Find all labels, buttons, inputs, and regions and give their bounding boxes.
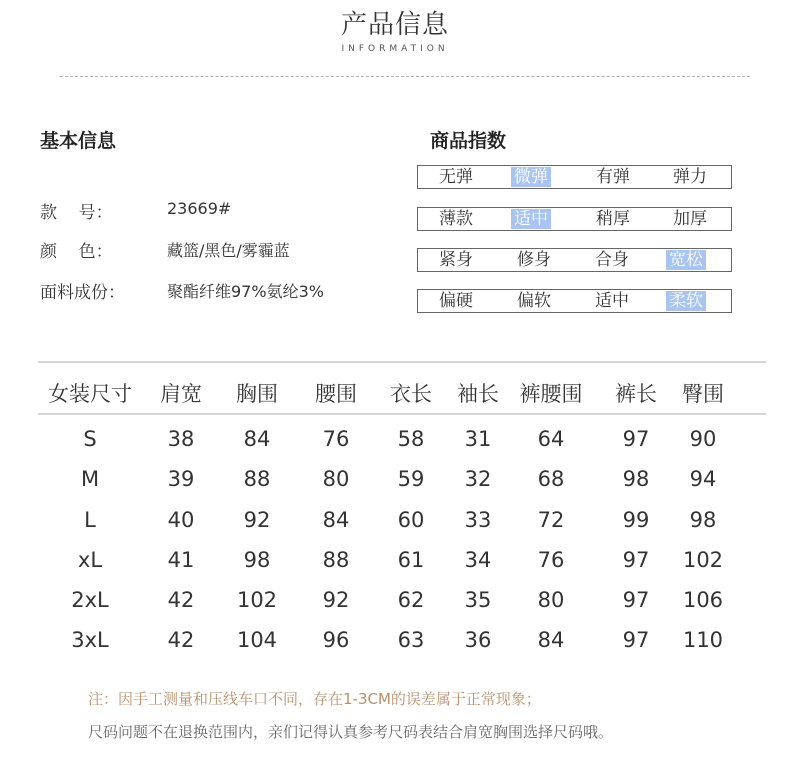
size-value-cell: 61 [397, 548, 425, 572]
info-value: 聚酯纤维97%氨纶3% [167, 282, 324, 301]
size-value-cell: 62 [397, 588, 425, 612]
index-option: 适中 [595, 291, 629, 311]
size-value-cell: 84 [243, 427, 271, 451]
index-option: 修身 [517, 250, 551, 270]
info-label: 款 号： [40, 203, 113, 223]
size-value-cell: 60 [397, 508, 425, 532]
size-label-cell: M [80, 467, 100, 491]
size-value-cell: 58 [397, 427, 425, 451]
size-table-header-cell: 女装尺寸 [48, 382, 132, 406]
page-subtitle: INFORMATION [341, 44, 449, 54]
size-label-cell: L [84, 508, 96, 532]
index-option: 弹力 [673, 167, 707, 187]
note-return-policy: 尺码问题不在退换范围内，亲们记得认真参考尺码表结合肩宽胸围选择尺码哦。 [88, 723, 614, 741]
size-value-cell: 99 [622, 508, 650, 532]
size-value-cell: 104 [236, 628, 278, 652]
size-value-cell: 31 [464, 427, 492, 451]
dashed-divider [60, 76, 750, 77]
size-value-cell: 90 [689, 427, 717, 451]
size-value-cell: 76 [322, 427, 350, 451]
size-value-cell: 102 [682, 548, 724, 572]
index-option: 微弹 [511, 167, 551, 187]
page-title: 产品信息 [340, 10, 449, 40]
index-option: 加厚 [673, 209, 707, 229]
index-option: 适中 [511, 209, 551, 229]
index-row-elasticity [417, 165, 732, 189]
size-table-header-cell: 臀围 [682, 382, 724, 406]
size-value-cell: 68 [537, 467, 565, 491]
size-value-cell: 34 [464, 548, 492, 572]
size-value-cell: 35 [464, 588, 492, 612]
size-value-cell: 106 [682, 588, 724, 612]
size-value-cell: 98 [689, 508, 717, 532]
size-value-cell: 38 [167, 427, 195, 451]
index-row-fit [417, 248, 732, 272]
size-label-cell: 3xL [71, 628, 109, 652]
index-option: 合身 [595, 250, 629, 270]
size-value-cell: 33 [464, 508, 492, 532]
index-option: 有弹 [596, 167, 630, 187]
size-value-cell: 102 [236, 588, 278, 612]
size-value-cell: 80 [537, 588, 565, 612]
size-value-cell: 84 [322, 508, 350, 532]
index-option: 稍厚 [596, 209, 630, 229]
size-value-cell: 42 [167, 628, 195, 652]
size-value-cell: 36 [464, 628, 492, 652]
size-value-cell: 72 [537, 508, 565, 532]
size-table-header-cell: 腰围 [315, 382, 357, 406]
index-option: 无弹 [439, 167, 473, 187]
size-value-cell: 98 [243, 548, 271, 572]
size-value-cell: 80 [322, 467, 350, 491]
product-index-heading: 商品指数 [430, 130, 507, 152]
size-table-header-cell: 衣长 [390, 382, 432, 406]
size-label-cell: 2xL [71, 588, 109, 612]
size-value-cell: 42 [167, 588, 195, 612]
size-table-header-cell: 裤长 [615, 382, 657, 406]
size-value-cell: 88 [243, 467, 271, 491]
size-value-cell: 88 [322, 548, 350, 572]
size-value-cell: 94 [689, 467, 717, 491]
index-option: 柔软 [666, 291, 706, 311]
size-value-cell: 41 [167, 548, 195, 572]
note-tolerance: 注：因手工测量和压线车口不同，存在1-3CM的误差属于正常现象； [88, 690, 541, 708]
size-value-cell: 84 [537, 628, 565, 652]
size-table-header-cell: 裤腰围 [519, 382, 583, 406]
index-option: 宽松 [666, 250, 706, 270]
index-row-thickness [417, 207, 732, 231]
size-value-cell: 64 [537, 427, 565, 451]
size-value-cell: 96 [322, 628, 350, 652]
size-table-header-rule [38, 413, 766, 415]
size-label-cell: xL [77, 548, 103, 572]
info-label: 面料成份： [40, 283, 125, 303]
index-option: 偏软 [517, 291, 551, 311]
size-value-cell: 92 [322, 588, 350, 612]
size-value-cell: 110 [682, 628, 724, 652]
index-row-softness [417, 289, 732, 313]
size-value-cell: 97 [622, 588, 650, 612]
size-value-cell: 59 [397, 467, 425, 491]
index-option: 偏硬 [439, 291, 473, 311]
info-value: 藏篮/黑色/雾霾蓝 [167, 241, 290, 260]
size-value-cell: 76 [537, 548, 565, 572]
size-value-cell: 32 [464, 467, 492, 491]
size-table-header-cell: 肩宽 [160, 382, 202, 406]
size-value-cell: 97 [622, 548, 650, 572]
size-table-header-cell: 袖长 [457, 382, 499, 406]
info-label: 颜 色： [40, 242, 113, 262]
size-value-cell: 97 [622, 427, 650, 451]
size-value-cell: 97 [622, 628, 650, 652]
basic-info-heading: 基本信息 [40, 130, 117, 152]
size-value-cell: 92 [243, 508, 271, 532]
size-table-top-rule [38, 361, 766, 363]
size-value-cell: 98 [622, 467, 650, 491]
size-table-header-cell: 胸围 [236, 382, 278, 406]
info-value: 23669# [167, 199, 232, 218]
size-label-cell: S [83, 427, 97, 451]
index-option: 薄款 [439, 209, 473, 229]
index-option: 紧身 [439, 250, 473, 270]
size-value-cell: 39 [167, 467, 195, 491]
size-value-cell: 40 [167, 508, 195, 532]
size-value-cell: 63 [397, 628, 425, 652]
